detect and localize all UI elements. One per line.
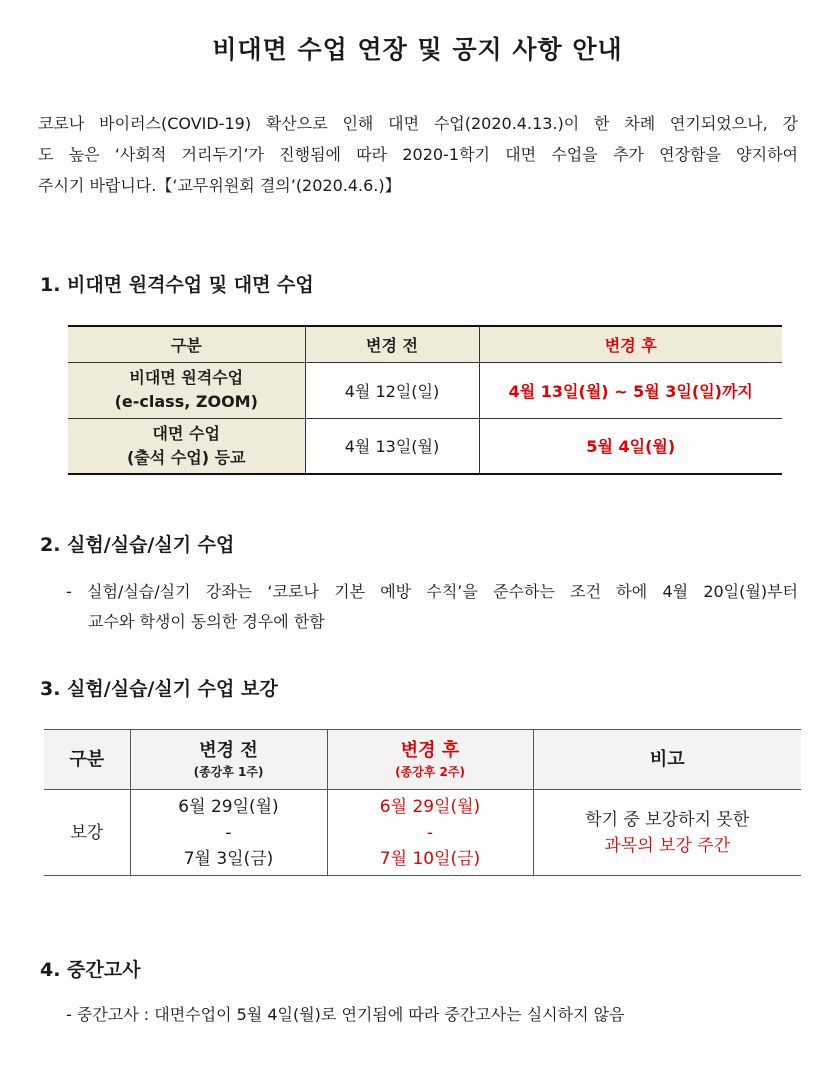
header-note <box>533 730 801 790</box>
before-end: 7월 3일(금) <box>183 848 274 869</box>
header-after <box>327 730 533 790</box>
table-header-row <box>44 730 801 790</box>
remote-class-table <box>68 325 782 475</box>
bullet-line-2: 교수와 학생이 동의한 경우에 한함 <box>88 612 325 631</box>
after-start: 6월 29일(월) <box>379 796 481 817</box>
header-before <box>130 730 327 790</box>
after-range <box>327 790 533 876</box>
section-4-bullet: - 중간고사 : 대면수업이 5월 4일(월)로 연기됨에 따라 중간고사는 실시하지 않음 <box>66 1005 625 1024</box>
header-after-main: 변경 후 <box>400 739 460 761</box>
section-1-title: 1. 비대면 원격수업 및 대면 수업 <box>40 274 314 296</box>
intro-line-3: 주시기 바랍니다.【‘교무위원회 결의’(2020.4.6.)】 <box>38 176 401 195</box>
after-date: 4월 13일(월) ~ 5월 3일(일)까지 <box>479 362 782 418</box>
row-label-line-2: (출석 수업) 등교 <box>126 447 246 467</box>
row-label-line-1: 대면 수업 <box>152 423 220 443</box>
section-2-title: 2. 실험/실습/실기 수업 <box>40 534 235 556</box>
header-before: 변경 전 <box>305 326 479 362</box>
after-dash: - <box>426 822 434 843</box>
row-label-line-1: 비대면 원격수업 <box>129 368 244 387</box>
row-label <box>68 418 305 474</box>
header-category: 구분 <box>68 326 305 362</box>
before-dash: - <box>225 822 232 843</box>
before-date: 4월 12일(일) <box>305 362 479 418</box>
header-after: 변경 후 <box>479 326 782 362</box>
section-2-bullet <box>66 577 798 637</box>
header-category-label: 구분 <box>69 748 105 770</box>
row-label <box>68 362 305 418</box>
section-3-title: 3. 실험/실습/실기 수업 보강 <box>40 678 278 700</box>
header-note-label: 비고 <box>649 748 685 770</box>
header-category <box>44 730 130 790</box>
after-end: 7월 10일(금) <box>379 848 481 869</box>
table-row <box>44 790 801 876</box>
table-row <box>68 362 782 418</box>
before-start: 6월 29일(월) <box>178 796 279 817</box>
header-before-main: 변경 전 <box>199 739 258 761</box>
bullet-line-1: - 실험/실습/실기 강좌는 ‘코로나 기본 예방 수칙’을 준수하는 조건 하에 4월 20일(월)부터 <box>66 582 798 601</box>
before-date: 4월 13일(월) <box>305 418 479 474</box>
intro-line-1: 코로나 바이러스(COVID-19) 확산으로 인해 대면 수업(2020.4.13.)이 한 차례 연기되었으나, 강 <box>38 114 798 133</box>
intro-line-2: 도 높은 ‘사회적 거리두기’가 진행됨에 따라 2020-1학기 대면 수업을 추가 연장함을 양지하여 <box>38 145 798 164</box>
row-label <box>44 790 130 876</box>
section-4-title: 4. 중간고사 <box>40 959 141 981</box>
after-date: 5월 4일(월) <box>479 418 782 474</box>
page-title: 비대면 수업 연장 및 공지 사항 안내 <box>212 35 623 64</box>
note-line-2: 과목의 보강 주간 <box>604 835 731 856</box>
row-label-text: 보강 <box>70 822 104 843</box>
table-row <box>68 418 782 474</box>
header-before-sub: (종강후 1주) <box>193 764 264 779</box>
makeup-class-table <box>44 729 801 876</box>
before-range <box>130 790 327 876</box>
header-after-sub: (종강후 2주) <box>395 764 465 779</box>
row-label-line-2: (e-class, ZOOM) <box>114 392 258 411</box>
table-header-row <box>68 326 782 362</box>
intro-paragraph <box>38 108 798 201</box>
note-cell <box>533 790 801 876</box>
note-line-1: 학기 중 보강하지 못한 <box>585 809 750 830</box>
